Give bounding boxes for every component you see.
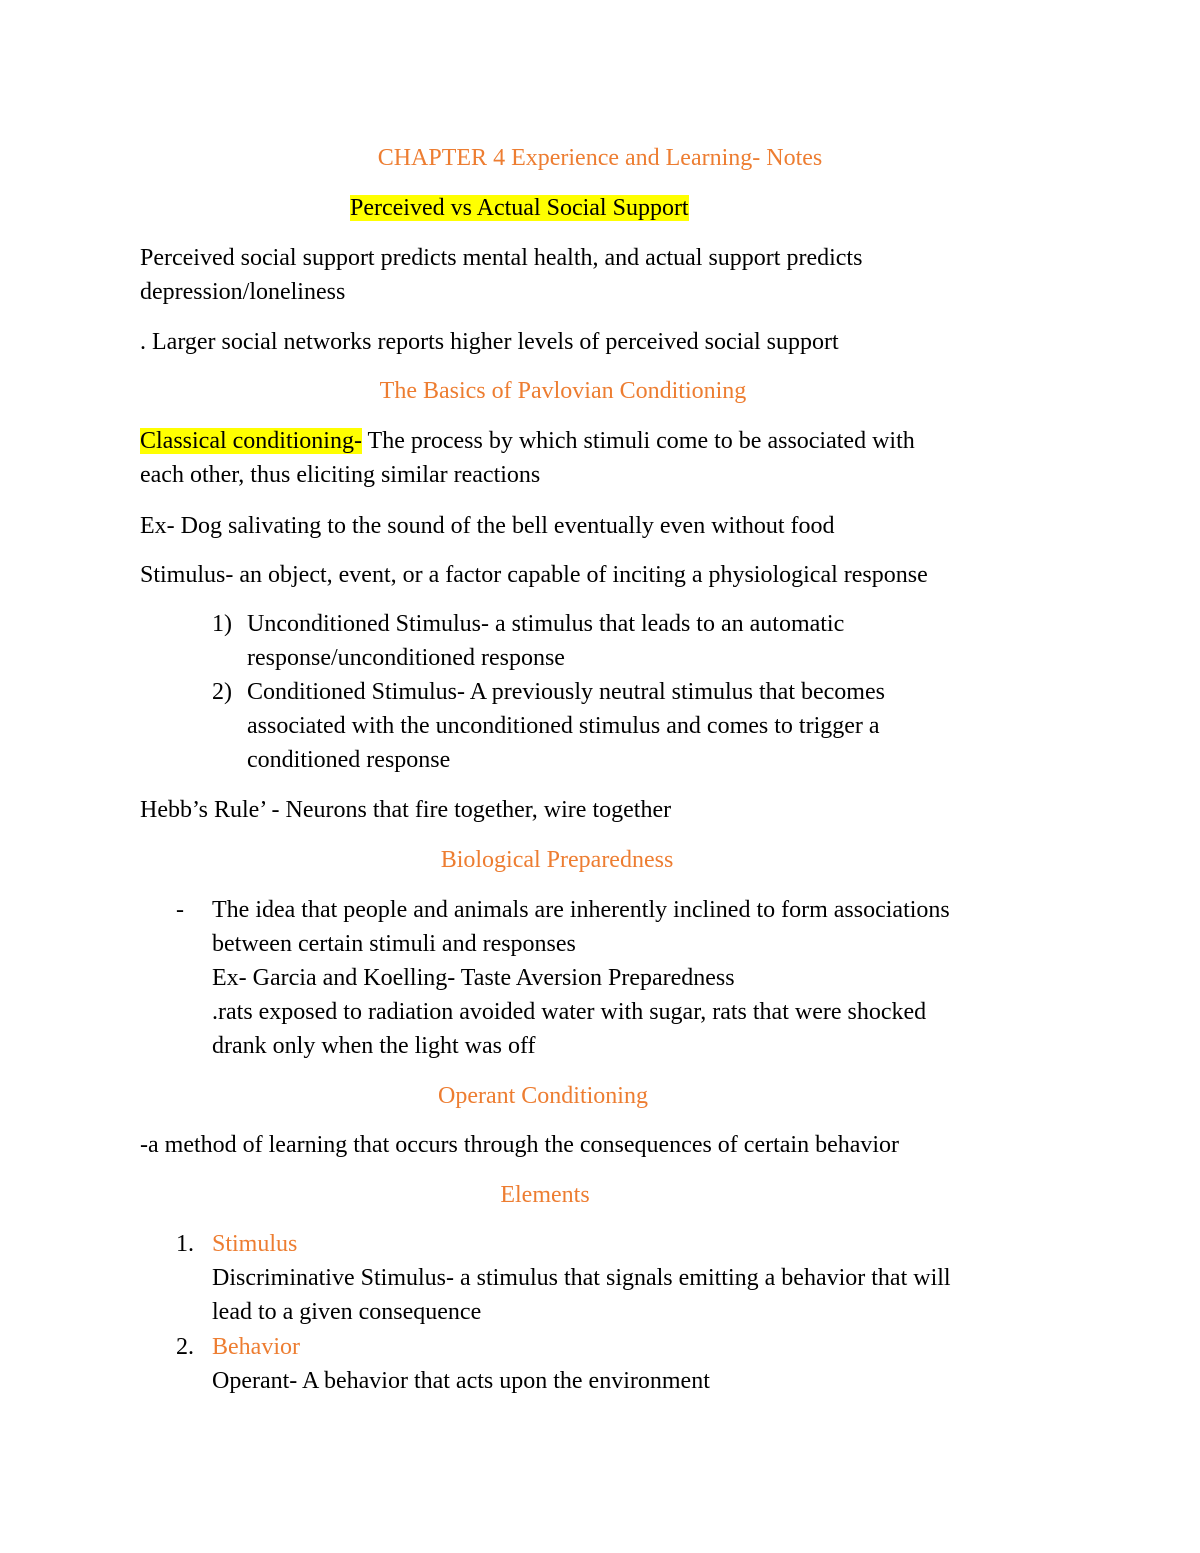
section-heading-elements: Elements <box>500 1182 590 1208</box>
section-heading-perceived <box>350 191 689 225</box>
paragraph-hebbs-rule: Hebb’s Rule’ - Neurons that fire together, wire together <box>140 797 672 823</box>
list-marker: 1. <box>176 1231 194 1257</box>
section-heading-pavlovian: The Basics of Pavlovian Conditioning <box>379 378 747 404</box>
text-line: depression/loneliness <box>140 279 346 305</box>
text-line: response/unconditioned response <box>247 645 565 671</box>
page-title: CHAPTER 4 Experience and Learning- Notes <box>377 145 823 171</box>
text-line: conditioned response <box>247 747 451 773</box>
paragraph-perceived-support <box>140 241 1100 309</box>
list-item-text <box>247 607 1097 675</box>
element-item-text <box>212 1227 1112 1329</box>
text-line: Ex- Garcia and Koelling- Taste Aversion Preparedness <box>212 965 735 991</box>
list-marker: 2. <box>176 1334 194 1360</box>
text-line: each other, thus eliciting similar reactions <box>140 462 541 488</box>
text-line: Operant- A behavior that acts upon the environment <box>212 1368 710 1394</box>
paragraph-operant-definition: -a method of learning that occurs through the consequences of certain behavior <box>140 1132 900 1158</box>
bullet-item-text <box>212 893 1112 1063</box>
section-heading-operant: Operant Conditioning <box>438 1083 648 1109</box>
bullet-marker: - <box>176 897 184 923</box>
text-line: associated with the unconditioned stimulus and comes to trigger a <box>247 713 880 739</box>
text-line: The idea that people and animals are inherently inclined to form associations <box>212 897 950 923</box>
text-line: lead to a given consequence <box>212 1299 482 1325</box>
text-line: Perceived social support predicts mental health, and actual support predicts <box>140 245 863 271</box>
paragraph-classical-conditioning <box>140 424 1100 492</box>
list-marker: 2) <box>212 679 232 705</box>
section-heading-biological: Biological Preparedness <box>440 847 674 873</box>
element-item-text <box>212 1330 1112 1398</box>
paragraph-larger-networks: . Larger social networks reports higher levels of perceived social support <box>140 329 839 355</box>
highlighted-heading: Perceived vs Actual Social Support <box>350 195 689 221</box>
list-marker: 1) <box>212 611 232 637</box>
text-line: drank only when the light was off <box>212 1033 536 1059</box>
element-title: Stimulus <box>212 1231 298 1257</box>
definition-text: The process by which stimuli come to be associated with <box>361 428 915 454</box>
text-line: .rats exposed to radiation avoided water with sugar, rats that were shocked <box>212 999 927 1025</box>
text-line: Conditioned Stimulus- A previously neutral stimulus that becomes <box>247 679 885 705</box>
text-line: Discriminative Stimulus- a stimulus that signals emitting a behavior that will <box>212 1265 951 1291</box>
paragraph-example-dog: Ex- Dog salivating to the sound of the bell eventually even without food <box>140 513 835 539</box>
element-title: Behavior <box>212 1334 300 1360</box>
highlighted-term: Classical conditioning- <box>140 428 362 454</box>
paragraph-stimulus-definition: Stimulus- an object, event, or a factor capable of inciting a physiological response <box>140 562 928 588</box>
text-line: Unconditioned Stimulus- a stimulus that leads to an automatic <box>247 611 845 637</box>
text-line <box>140 424 1100 458</box>
list-item-text <box>247 675 1097 777</box>
text-line: between certain stimuli and responses <box>212 931 576 957</box>
